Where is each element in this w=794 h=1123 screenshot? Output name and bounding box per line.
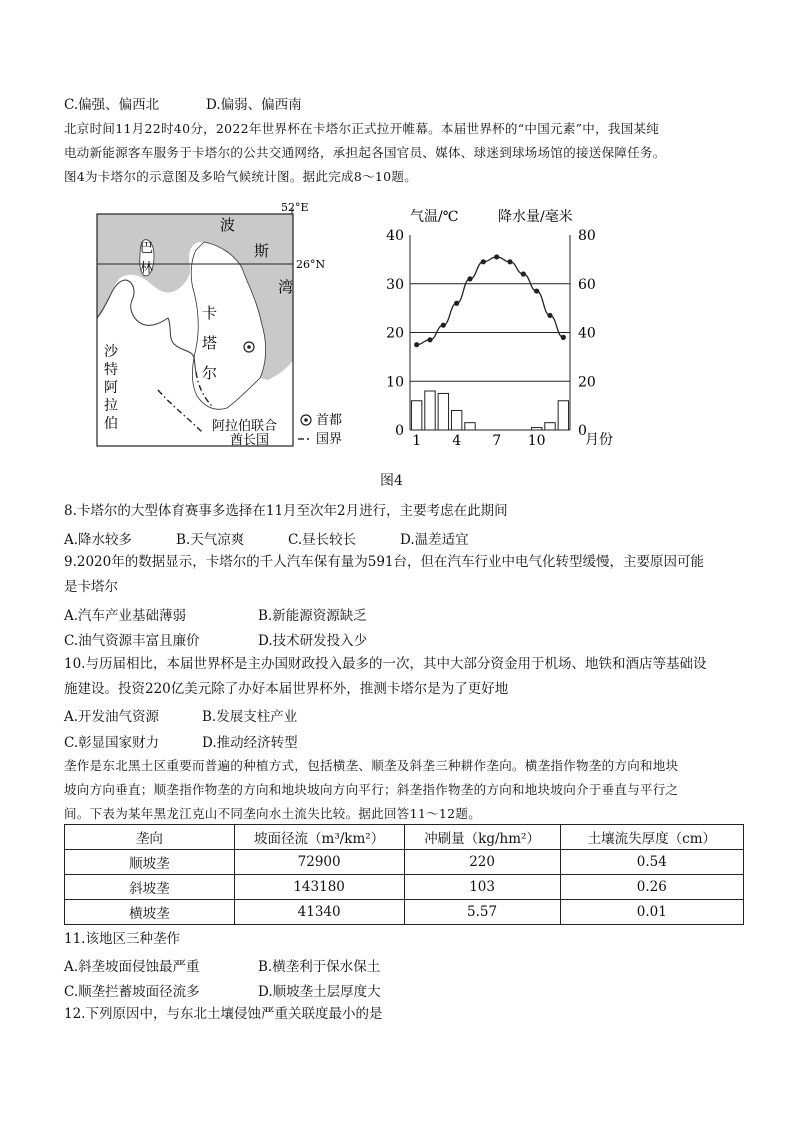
erosion-table	[64, 824, 744, 925]
doha-climate-chart	[380, 203, 630, 453]
table-cell: 横坡垄	[65, 900, 235, 925]
qatar-map	[92, 200, 362, 450]
q10-option-a: A.开发油气资源	[64, 709, 160, 725]
saudi-label-3: 阿	[104, 380, 118, 396]
legend-capital-label: 首都	[316, 413, 343, 428]
precipitation-bar	[425, 391, 435, 430]
table-cell: 斜坡垄	[65, 875, 235, 900]
temperature-point	[414, 342, 419, 347]
temperature-point	[481, 259, 486, 264]
intro-line: 北京时间11月22时40分，2022年世界杯在卡塔尔正式拉开帷幕。本届世界杯的“中国元素”中，我国某纯	[64, 121, 660, 136]
q8-option-a: A.降水较多	[64, 532, 133, 548]
qatar-label-3: 尔	[202, 364, 218, 382]
q11-option-c: C.顺垄拦蓄坡面径流多	[64, 984, 200, 1000]
x-axis-label: 月份	[585, 432, 613, 448]
q12-stem: 12.下列原因中，与东北土壤侵蚀严重关联度最小的是	[64, 1006, 383, 1022]
uae-label-1: 阿拉伯联合	[212, 419, 278, 434]
saudi-label-4: 拉	[104, 398, 118, 414]
precipitation-bars	[411, 391, 568, 430]
y-right-tick-label: 60	[578, 276, 596, 293]
legend-capital-dot	[304, 418, 308, 422]
x-tick-label: 1	[412, 433, 422, 449]
precipitation-bar	[465, 423, 475, 430]
q7-option-d: D.偏弱、偏西南	[206, 97, 302, 113]
q9-option-c: C.油气资源丰富且廉价	[64, 633, 200, 649]
precipitation-bar	[451, 411, 461, 431]
y-right-tick-label: 20	[578, 374, 596, 391]
temperature-point	[494, 254, 499, 259]
intro2-line: 垄作是东北黑土区重要而普遍的种植方式，包括横垄、顺垄及斜垄三种耕作垄向。横垄指作物垄的方向和地块	[64, 758, 679, 773]
saudi-label-2: 特	[104, 362, 118, 378]
q11-option-d: D.顺坡垄土层厚度大	[258, 984, 381, 1000]
q9-option-a: A.汽车产业基础薄弱	[64, 608, 187, 624]
intro-line: 电动新能源客车服务于卡塔尔的公共交通网络，承担起各国官员、媒体、球迷到球场场馆的接送保障任务。	[64, 145, 666, 160]
q10-option-d: D.推动经济转型	[202, 735, 298, 751]
y-left-tick-label: 40	[386, 228, 404, 244]
temperature-point	[534, 288, 539, 293]
table-row	[65, 900, 744, 925]
y-left-axis-label: 气温/℃	[410, 209, 459, 225]
temperature-point	[521, 271, 526, 276]
temperature-point	[427, 337, 432, 342]
q9-option-b: B.新能源资源缺乏	[258, 608, 367, 624]
uae-label-2: 酋长国	[230, 433, 270, 448]
q8-option-c: C.昼长较长	[288, 532, 357, 548]
x-tick-label: 7	[492, 433, 502, 449]
table-cell: 103	[404, 875, 560, 900]
y-right-tick-label: 40	[578, 325, 596, 342]
temperature-point	[547, 313, 552, 318]
precipitation-bar	[531, 428, 541, 430]
table-cell: 0.54	[560, 850, 743, 875]
precipitation-bar	[545, 423, 555, 430]
x-tick-label: 4	[452, 433, 462, 449]
temperature-curve	[417, 257, 564, 345]
qatar-label-2: 塔	[202, 334, 218, 352]
intro2-line: 坡向方向垂直；顺垄指作物垄的方向和地块坡向方向平行；斜垄指作物垄的方向和地块坡向介于垂直与平行之	[64, 782, 679, 797]
q10-stem-line1: 10.与历届相比，本届世界杯是主办国财政投入最多的一次，其中大部分资金用于机场、地铁和酒店等基础设	[64, 656, 707, 672]
temperature-line	[414, 254, 566, 347]
q8-stem: 8.卡塔尔的大型体育赛事多选择在11月至次年2月进行，主要考虑在此期间	[64, 503, 508, 519]
y-left-tick-label: 30	[386, 276, 404, 293]
table-row	[65, 875, 744, 900]
q8-option-d: D.温差适宜	[400, 532, 469, 548]
q11-option-a: A.斜垄坡面侵蚀最严重	[64, 959, 200, 975]
temperature-point	[467, 276, 472, 281]
y-left-tick-label: 20	[386, 325, 404, 342]
x-tick-label: 10	[527, 433, 546, 449]
table-header-row	[65, 825, 744, 850]
table-cell: 41340	[234, 900, 404, 925]
saudi-label-1: 沙	[104, 344, 118, 360]
temperature-point	[561, 335, 566, 340]
y-right-axis-label: 降水量/毫米	[498, 209, 573, 225]
qatar-label-1: 卡	[202, 304, 218, 322]
table-header-cell: 冲刷量（kg/hm²）	[404, 825, 560, 850]
temperature-point	[507, 259, 512, 264]
y-right-tick-label: 80	[578, 228, 596, 244]
q10-stem-line2: 施建设。投资220亿美元除了办好本届世界杯外，推测卡塔尔是为了更好地	[64, 681, 509, 697]
table-header-cell: 土壤流失厚度（cm）	[560, 825, 743, 850]
precipitation-bar	[438, 393, 448, 430]
q10-option-b: B.发展支柱产业	[202, 709, 298, 725]
intro2-line: 间。下表为某年黑龙江克山不同垄向水土流失比较。据此回答11～12题。	[64, 806, 482, 821]
gulf-label-1: 波	[220, 216, 236, 234]
table-cell: 顺坡垄	[65, 850, 235, 875]
bahrain-label-1: 巴	[140, 241, 154, 256]
bahrain-label-2: 林	[140, 261, 154, 276]
doha-capital-dot	[247, 345, 251, 349]
q9-option-d: D.技术研发投入少	[258, 633, 368, 649]
temperature-point	[454, 301, 459, 306]
lat-label: 26°N	[296, 258, 326, 271]
q7-option-c: C.偏强、偏西北	[64, 97, 160, 113]
y-right-tick-label: 0	[578, 423, 587, 439]
table-cell: 143180	[234, 875, 404, 900]
precipitation-bar	[411, 401, 421, 430]
q9-stem-line1: 9.2020年的数据显示，卡塔尔的千人汽车保有量为591台，但在汽车行业中电气化转型缓慢，主要原因可能	[64, 554, 705, 570]
table-row	[65, 850, 744, 875]
q9-stem-line2: 是卡塔尔	[64, 579, 118, 595]
table-cell: 72900	[234, 850, 404, 875]
table-header-cell: 垄向	[65, 825, 235, 850]
table-cell: 0.26	[560, 875, 743, 900]
table-header-cell: 坡面径流（m³/km²）	[234, 825, 404, 850]
table-cell: 5.57	[404, 900, 560, 925]
table-cell: 0.01	[560, 900, 743, 925]
legend-border-dot	[307, 438, 309, 440]
gulf-label-3: 湾	[278, 278, 294, 296]
q10-option-c: C.彰显国家财力	[64, 735, 160, 751]
intro-line: 图4为卡塔尔的示意图及多哈气候统计图。据此完成8～10题。	[64, 169, 418, 184]
lon-label: 52°E	[281, 201, 309, 214]
y-left-tick-label: 10	[386, 374, 404, 391]
q8-option-b: B.天气凉爽	[176, 532, 245, 548]
precipitation-bar	[558, 401, 568, 430]
gulf-label-2: 斯	[254, 242, 270, 260]
q11-stem: 11.该地区三种垄作	[64, 931, 180, 947]
table-cell: 220	[404, 850, 560, 875]
y-left-tick-label: 0	[395, 423, 404, 439]
figure-caption: 图4	[380, 473, 403, 489]
q11-option-b: B.横垄利于保水保土	[258, 959, 381, 975]
temperature-point	[441, 323, 446, 328]
legend-border-label: 国界	[316, 432, 343, 447]
saudi-label-5: 伯	[104, 416, 118, 432]
